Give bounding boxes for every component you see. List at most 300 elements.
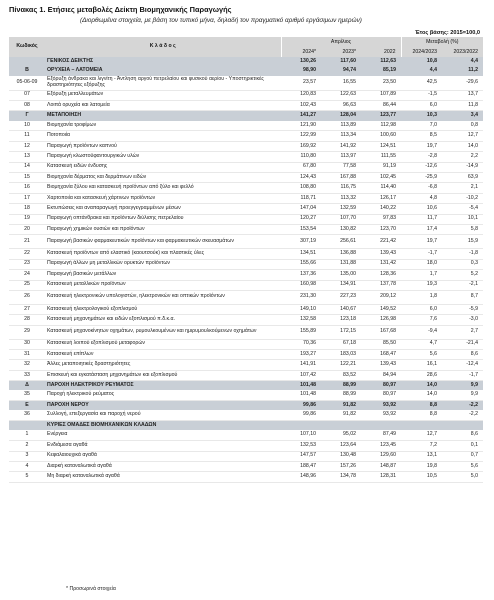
change-2023-2022: 9,9 — [442, 390, 483, 400]
row-label: Μη διαρκή καταναλωτικά αγαθά — [45, 472, 281, 482]
value-2023: 88,99 — [321, 390, 361, 400]
value-2024: 160,98 — [281, 280, 321, 290]
table-row — [9, 325, 483, 339]
value-2022: 168,47 — [361, 350, 401, 360]
row-code: 14 — [9, 162, 45, 172]
value-2023: 256,61 — [321, 235, 361, 249]
row-label: Κατασκευή μεταλλικών προϊόντων — [45, 280, 281, 290]
change-2024-2023: 17,4 — [401, 224, 442, 234]
change-2023-2022: -2,2 — [442, 401, 483, 411]
value-2024: 155,89 — [281, 325, 321, 339]
value-2024 — [281, 421, 321, 431]
row-code: 2 — [9, 441, 45, 451]
value-2022: 112,63 — [361, 57, 401, 67]
change-2023-2022: 15,9 — [442, 235, 483, 249]
value-2024: 102,43 — [281, 101, 321, 111]
change-2023-2022: 11,2 — [442, 67, 483, 77]
row-code: Β — [9, 67, 45, 77]
change-2024-2023: -6,8 — [401, 183, 442, 193]
value-2024: 147,57 — [281, 451, 321, 461]
value-2022: 129,60 — [361, 451, 401, 461]
change-2024-2023: 1,7 — [401, 270, 442, 280]
table-row — [9, 224, 483, 234]
change-2023-2022: 12,7 — [442, 131, 483, 141]
value-2023: 91,82 — [321, 401, 361, 411]
row-label: Κατασκευή επίπλων — [45, 350, 281, 360]
table-row — [9, 90, 483, 100]
row-code: Δ — [9, 381, 45, 391]
table-row — [9, 290, 483, 304]
change-2023-2022: -12,4 — [442, 360, 483, 370]
total-row — [9, 57, 483, 67]
footnote: * Προσωρινά στοιχεία — [66, 586, 116, 592]
change-2023-2022: -29,6 — [442, 76, 483, 90]
row-label: Κατασκευή λοιπού εξοπλισμού μεταφορών — [45, 339, 281, 349]
value-2024: 107,10 — [281, 430, 321, 440]
value-2022: 139,43 — [361, 360, 401, 370]
table-row — [9, 131, 483, 141]
value-2022: 112,98 — [361, 121, 401, 131]
value-2024: 124,43 — [281, 173, 321, 183]
value-2024: 120,83 — [281, 90, 321, 100]
change-2024-2023: 14,0 — [401, 381, 442, 391]
table-row — [9, 76, 483, 90]
table-row — [9, 270, 483, 280]
row-code: 3 — [9, 451, 45, 461]
value-2023: 172,15 — [321, 325, 361, 339]
change-2023-2022: 13,7 — [442, 90, 483, 100]
row-code: Γ — [9, 111, 45, 121]
change-2023-2022: 3,4 — [442, 111, 483, 121]
change-2024-2023: 12,7 — [401, 430, 442, 440]
value-2022: 86,44 — [361, 101, 401, 111]
row-label: Βιομηχανία ξύλου και κατασκευή προϊόντων από ξύλο και φελλό — [45, 183, 281, 193]
change-2023-2022: -10,2 — [442, 193, 483, 203]
value-2023: 135,00 — [321, 270, 361, 280]
row-label: Λοιπά ορυχεία και λατομεία — [45, 101, 281, 111]
change-2024-2023: 1,8 — [401, 290, 442, 304]
change-2024-2023: 8,5 — [401, 131, 442, 141]
table-row — [9, 141, 483, 151]
value-2023: 136,88 — [321, 249, 361, 259]
value-2024: 67,80 — [281, 162, 321, 172]
header-code: Κωδικός — [9, 37, 45, 57]
value-2022 — [361, 421, 401, 431]
change-2023-2022: -5,9 — [442, 304, 483, 314]
value-2023: 128,04 — [321, 111, 361, 121]
table-row — [9, 472, 483, 482]
change-2023-2022: 2,2 — [442, 152, 483, 162]
value-2022: 167,68 — [361, 325, 401, 339]
row-label: Παραγωγή βασικών μετάλλων — [45, 270, 281, 280]
row-label: ΜΕΤΑΠΟΙΗΣΗ — [45, 111, 281, 121]
value-2022: 128,31 — [361, 472, 401, 482]
change-2023-2022 — [442, 421, 483, 431]
value-2023: 113,97 — [321, 152, 361, 162]
value-2024: 130,26 — [281, 57, 321, 67]
change-2023-2022: 5,8 — [442, 224, 483, 234]
value-2022: 85,50 — [361, 339, 401, 349]
row-code: 31 — [9, 350, 45, 360]
row-code: Ε — [9, 401, 45, 411]
row-label: ΠΑΡΟΧΗ ΝΕΡΟΥ — [45, 401, 281, 411]
change-2024-2023: 19,8 — [401, 462, 442, 472]
table-subtitle: (Διορθωμένα στοιχεία, με βάση τον τυπικό μήνα, δηλαδή τον πραγματικό αριθμό εργάσιμων ημερών) — [80, 17, 362, 24]
value-2023: 96,63 — [321, 101, 361, 111]
header-year-2022: 2022 — [361, 49, 401, 57]
row-code: 11 — [9, 131, 45, 141]
table-row — [9, 173, 483, 183]
row-code: 16 — [9, 183, 45, 193]
row-code: 07 — [9, 90, 45, 100]
value-2022: 149,52 — [361, 304, 401, 314]
change-2023-2022: -1,7 — [442, 370, 483, 380]
table-row — [9, 183, 483, 193]
value-2023: 134,78 — [321, 472, 361, 482]
change-2023-2022: -2,2 — [442, 410, 483, 420]
row-label: ΟΡΥΧΕΙΑ – ΛΑΤΟΜΕΙΑ — [45, 67, 281, 77]
value-2022: 148,87 — [361, 462, 401, 472]
value-2022: 123,45 — [361, 441, 401, 451]
table-row — [9, 370, 483, 380]
section-row — [9, 381, 483, 391]
row-code: 4 — [9, 462, 45, 472]
table-row — [9, 121, 483, 131]
value-2023: 117,60 — [321, 57, 361, 67]
row-label: Εκτυπώσεις και αναπαραγωγή προεγγεγραμμένων μέσων — [45, 204, 281, 214]
table-row — [9, 430, 483, 440]
value-2023: 140,67 — [321, 304, 361, 314]
value-2023: 113,32 — [321, 193, 361, 203]
value-2024: 193,27 — [281, 350, 321, 360]
value-2022: 137,78 — [361, 280, 401, 290]
value-2024: 149,10 — [281, 304, 321, 314]
row-label: Κατασκευή προϊόντων από ελαστικό (καουτσούκ) και πλαστικές ύλες — [45, 249, 281, 259]
row-code: 19 — [9, 214, 45, 224]
row-code: 12 — [9, 141, 45, 151]
change-2023-2022: 10,1 — [442, 214, 483, 224]
value-2023: 132,59 — [321, 204, 361, 214]
value-2022: 91,19 — [361, 162, 401, 172]
value-2024: 231,30 — [281, 290, 321, 304]
value-2024: 120,27 — [281, 214, 321, 224]
value-2024: 101,48 — [281, 390, 321, 400]
value-2023: 107,70 — [321, 214, 361, 224]
section-row — [9, 111, 483, 121]
value-2023: 130,82 — [321, 224, 361, 234]
row-code: 30 — [9, 339, 45, 349]
value-2022: 84,94 — [361, 370, 401, 380]
row-code: 13 — [9, 152, 45, 162]
industrial-production-table — [9, 37, 483, 483]
row-label: Ενδιάμεσα αγαθά — [45, 441, 281, 451]
value-2023: 183,03 — [321, 350, 361, 360]
value-2024: 132,58 — [281, 315, 321, 325]
value-2022: 23,50 — [361, 76, 401, 90]
value-2024: 134,51 — [281, 249, 321, 259]
change-2023-2022: 5,6 — [442, 462, 483, 472]
table-row — [9, 280, 483, 290]
section-row — [9, 67, 483, 77]
change-2024-2023: 16,1 — [401, 360, 442, 370]
row-label: Χαρτοποιία και κατασκευή χάρτινων προϊόντων — [45, 193, 281, 203]
change-2024-2023: -9,4 — [401, 325, 442, 339]
row-code: 5 — [9, 472, 45, 482]
change-2023-2022: 8,6 — [442, 350, 483, 360]
change-2023-2022: 14,0 — [442, 141, 483, 151]
row-label: Κατασκευή ηλεκτρονικών υπολογιστών, ηλεκτρονικών και οπτικών προϊόντων — [45, 290, 281, 304]
value-2024: 98,90 — [281, 67, 321, 77]
value-2022: 102,45 — [361, 173, 401, 183]
change-2024-2023: 10,3 — [401, 111, 442, 121]
value-2024: 107,42 — [281, 370, 321, 380]
table-row — [9, 152, 483, 162]
table-row — [9, 259, 483, 269]
change-2024-2023: 19,7 — [401, 235, 442, 249]
row-code: 1 — [9, 430, 45, 440]
base-year-note: Έτος βάσης: 2015=100,0 — [414, 30, 480, 36]
change-2023-2022: 2,7 — [442, 325, 483, 339]
row-label: Συλλογή, επεξεργασία και παροχή νερού — [45, 410, 281, 420]
value-2022: 128,36 — [361, 270, 401, 280]
row-code: 26 — [9, 290, 45, 304]
table-row — [9, 339, 483, 349]
row-label: Διαρκή καταναλωτικά αγαθά — [45, 462, 281, 472]
row-label: Ποτοποιία — [45, 131, 281, 141]
change-2024-2023: 5,6 — [401, 350, 442, 360]
change-2024-2023: 42,5 — [401, 76, 442, 90]
change-2024-2023: 8,8 — [401, 410, 442, 420]
value-2024: 108,80 — [281, 183, 321, 193]
change-2023-2022: -21,4 — [442, 339, 483, 349]
row-label: Βιομηχανία τροφίμων — [45, 121, 281, 131]
value-2022: 140,22 — [361, 204, 401, 214]
row-label: Παραγωγή άλλων μη μεταλλικών ορυκτών προϊόντων — [45, 259, 281, 269]
value-2022: 80,97 — [361, 381, 401, 391]
value-2023 — [321, 421, 361, 431]
change-2024-2023: 14,0 — [401, 390, 442, 400]
change-2024-2023: 10,5 — [401, 472, 442, 482]
table-row — [9, 451, 483, 461]
value-2023: 77,58 — [321, 162, 361, 172]
row-code: 27 — [9, 304, 45, 314]
change-2024-2023 — [401, 421, 442, 431]
value-2023: 116,75 — [321, 183, 361, 193]
change-2023-2022: 0,1 — [442, 441, 483, 451]
value-2023: 123,18 — [321, 315, 361, 325]
value-2024: 122,99 — [281, 131, 321, 141]
row-code: 24 — [9, 270, 45, 280]
table-row — [9, 162, 483, 172]
row-label: Παραγωγή προϊόντων καπνού — [45, 141, 281, 151]
value-2023: 113,89 — [321, 121, 361, 131]
value-2022: 93,92 — [361, 401, 401, 411]
change-2024-2023: 18,0 — [401, 259, 442, 269]
change-2024-2023: 19,3 — [401, 280, 442, 290]
value-2024: 141,27 — [281, 111, 321, 121]
value-2022: 139,43 — [361, 249, 401, 259]
value-2023: 94,74 — [321, 67, 361, 77]
value-2023: 113,34 — [321, 131, 361, 141]
change-2023-2022: -2,1 — [442, 280, 483, 290]
value-2024: 70,36 — [281, 339, 321, 349]
change-2023-2022: 63,9 — [442, 173, 483, 183]
row-code: 36 — [9, 410, 45, 420]
row-code: 29 — [9, 325, 45, 339]
value-2022: 131,42 — [361, 259, 401, 269]
value-2022: 126,17 — [361, 193, 401, 203]
row-label: ΚΥΡΙΕΣ ΟΜΑΔΕΣ ΒΙΟΜΗΧΑΝΙΚΩΝ ΚΛΑΔΩΝ — [45, 421, 281, 431]
value-2022: 114,40 — [361, 183, 401, 193]
row-label: Εξόρυξη άνθρακα και λιγνίτη - Άντληση αργού πετρελαίου και φυσικού αερίου - Υποστηρικτικές δραστηριότητες εξόρυξης — [45, 76, 281, 90]
row-code: 22 — [9, 249, 45, 259]
change-2024-2023: 7,2 — [401, 441, 442, 451]
change-2023-2022: 0,8 — [442, 121, 483, 131]
value-2024: 110,80 — [281, 152, 321, 162]
value-2023: 88,99 — [321, 381, 361, 391]
value-2022: 111,55 — [361, 152, 401, 162]
change-2024-2023: 10,8 — [401, 57, 442, 67]
row-label: Παροχή ηλεκτρικού ρεύματος — [45, 390, 281, 400]
value-2023: 134,91 — [321, 280, 361, 290]
row-label: Επισκευή και εγκατάσταση μηχανημάτων και εξοπλισμού — [45, 370, 281, 380]
value-2023: 83,52 — [321, 370, 361, 380]
value-2023: 130,48 — [321, 451, 361, 461]
table-title: Πίνακας 1. Ετήσιες μεταβολές Δείκτη Βιομηχανικής Παραγωγής — [9, 5, 232, 14]
table-row — [9, 350, 483, 360]
change-2024-2023: 8,8 — [401, 401, 442, 411]
header-change: Μεταβολή (%) — [401, 37, 483, 49]
change-2023-2022: 8,6 — [442, 430, 483, 440]
change-2023-2022: -1,8 — [442, 249, 483, 259]
section-row — [9, 401, 483, 411]
value-2024: 169,92 — [281, 141, 321, 151]
table-row — [9, 193, 483, 203]
row-label: Παραγωγή οπτάνθρακα και προϊόντων διύλισης πετρελαίου — [45, 214, 281, 224]
section-row — [9, 421, 483, 431]
change-2023-2022: 8,7 — [442, 290, 483, 304]
row-code: 08 — [9, 101, 45, 111]
value-2023: 167,88 — [321, 173, 361, 183]
header-april: Απρίλιος — [281, 37, 401, 49]
header-year-2024: 2024* — [281, 49, 321, 57]
change-2024-2023: 4,8 — [401, 193, 442, 203]
row-label: ΠΑΡΟΧΗ ΗΛΕΚΤΡΙΚΟΥ ΡΕΥΜΑΤΟΣ — [45, 381, 281, 391]
value-2022: 124,51 — [361, 141, 401, 151]
change-2024-2023: -25,9 — [401, 173, 442, 183]
table-row — [9, 214, 483, 224]
table-row — [9, 462, 483, 472]
change-2023-2022: 4,4 — [442, 57, 483, 67]
value-2024: 132,53 — [281, 441, 321, 451]
row-code: 18 — [9, 204, 45, 214]
value-2023: 16,55 — [321, 76, 361, 90]
row-label: Κεφαλαιουχικά αγαθά — [45, 451, 281, 461]
value-2024: 101,48 — [281, 381, 321, 391]
value-2022: 93,92 — [361, 410, 401, 420]
row-code: 17 — [9, 193, 45, 203]
change-2024-2023: -2,8 — [401, 152, 442, 162]
change-2024-2023: 4,7 — [401, 339, 442, 349]
change-2023-2022: 9,9 — [442, 381, 483, 391]
row-label: Ενέργεια — [45, 430, 281, 440]
value-2024: 118,71 — [281, 193, 321, 203]
table-row — [9, 249, 483, 259]
value-2024: 121,90 — [281, 121, 321, 131]
row-code: 15 — [9, 173, 45, 183]
change-2023-2022: -3,0 — [442, 315, 483, 325]
value-2024: 99,86 — [281, 401, 321, 411]
value-2023: 123,64 — [321, 441, 361, 451]
value-2023: 122,63 — [321, 90, 361, 100]
change-2023-2022: 5,2 — [442, 270, 483, 280]
value-2024: 307,19 — [281, 235, 321, 249]
change-2024-2023: 7,0 — [401, 121, 442, 131]
table-row — [9, 235, 483, 249]
value-2022: 100,60 — [361, 131, 401, 141]
value-2024: 137,36 — [281, 270, 321, 280]
value-2022: 123,70 — [361, 224, 401, 234]
value-2023: 227,23 — [321, 290, 361, 304]
value-2022: 97,83 — [361, 214, 401, 224]
row-code: 20 — [9, 224, 45, 234]
value-2024: 147,04 — [281, 204, 321, 214]
value-2024: 188,47 — [281, 462, 321, 472]
value-2023: 141,92 — [321, 141, 361, 151]
value-2023: 131,88 — [321, 259, 361, 269]
row-label: Κατασκευή μηχανοκίνητων οχημάτων, ρυμουλκουμένων και ημιρυμουλκούμενων οχημάτων — [45, 325, 281, 339]
value-2022: 80,97 — [361, 390, 401, 400]
row-label: Κατασκευή ειδών ένδυσης — [45, 162, 281, 172]
change-2023-2022: 0,3 — [442, 259, 483, 269]
change-2024-2023: -1,7 — [401, 249, 442, 259]
header-year-2023: 2023* — [321, 49, 361, 57]
value-2023: 67,18 — [321, 339, 361, 349]
change-2024-2023: 6,0 — [401, 101, 442, 111]
change-2024-2023: 6,0 — [401, 304, 442, 314]
table-header — [9, 37, 483, 57]
row-code: 23 — [9, 259, 45, 269]
row-label: Εξόρυξη μεταλλευμάτων — [45, 90, 281, 100]
row-code: 32 — [9, 360, 45, 370]
row-code: 21 — [9, 235, 45, 249]
row-code: 10 — [9, 121, 45, 131]
change-2024-2023: 28,6 — [401, 370, 442, 380]
change-2023-2022: 0,7 — [442, 451, 483, 461]
value-2024: 148,96 — [281, 472, 321, 482]
table-row — [9, 315, 483, 325]
row-label: Άλλες μεταποιητικές δραστηριότητες — [45, 360, 281, 370]
row-code: 33 — [9, 370, 45, 380]
value-2022: 126,98 — [361, 315, 401, 325]
row-code — [9, 57, 45, 67]
row-code — [9, 421, 45, 431]
row-label: Παραγωγή βασικών φαρμακευτικών προϊόντων και φαρμακευτικών σκευασμάτων — [45, 235, 281, 249]
change-2024-2023: 19,7 — [401, 141, 442, 151]
change-2024-2023: -1,5 — [401, 90, 442, 100]
value-2022: 209,12 — [361, 290, 401, 304]
table-row — [9, 101, 483, 111]
header-sector: Κ λ ά δ ο ς — [45, 37, 281, 57]
table-row — [9, 204, 483, 214]
value-2024: 141,91 — [281, 360, 321, 370]
value-2022: 85,19 — [361, 67, 401, 77]
change-2024-2023: -12,6 — [401, 162, 442, 172]
change-2023-2022: -14,9 — [442, 162, 483, 172]
row-label: Κατασκευή ηλεκτρολογικού εξοπλισμού — [45, 304, 281, 314]
value-2022: 123,77 — [361, 111, 401, 121]
change-2024-2023: 7,6 — [401, 315, 442, 325]
